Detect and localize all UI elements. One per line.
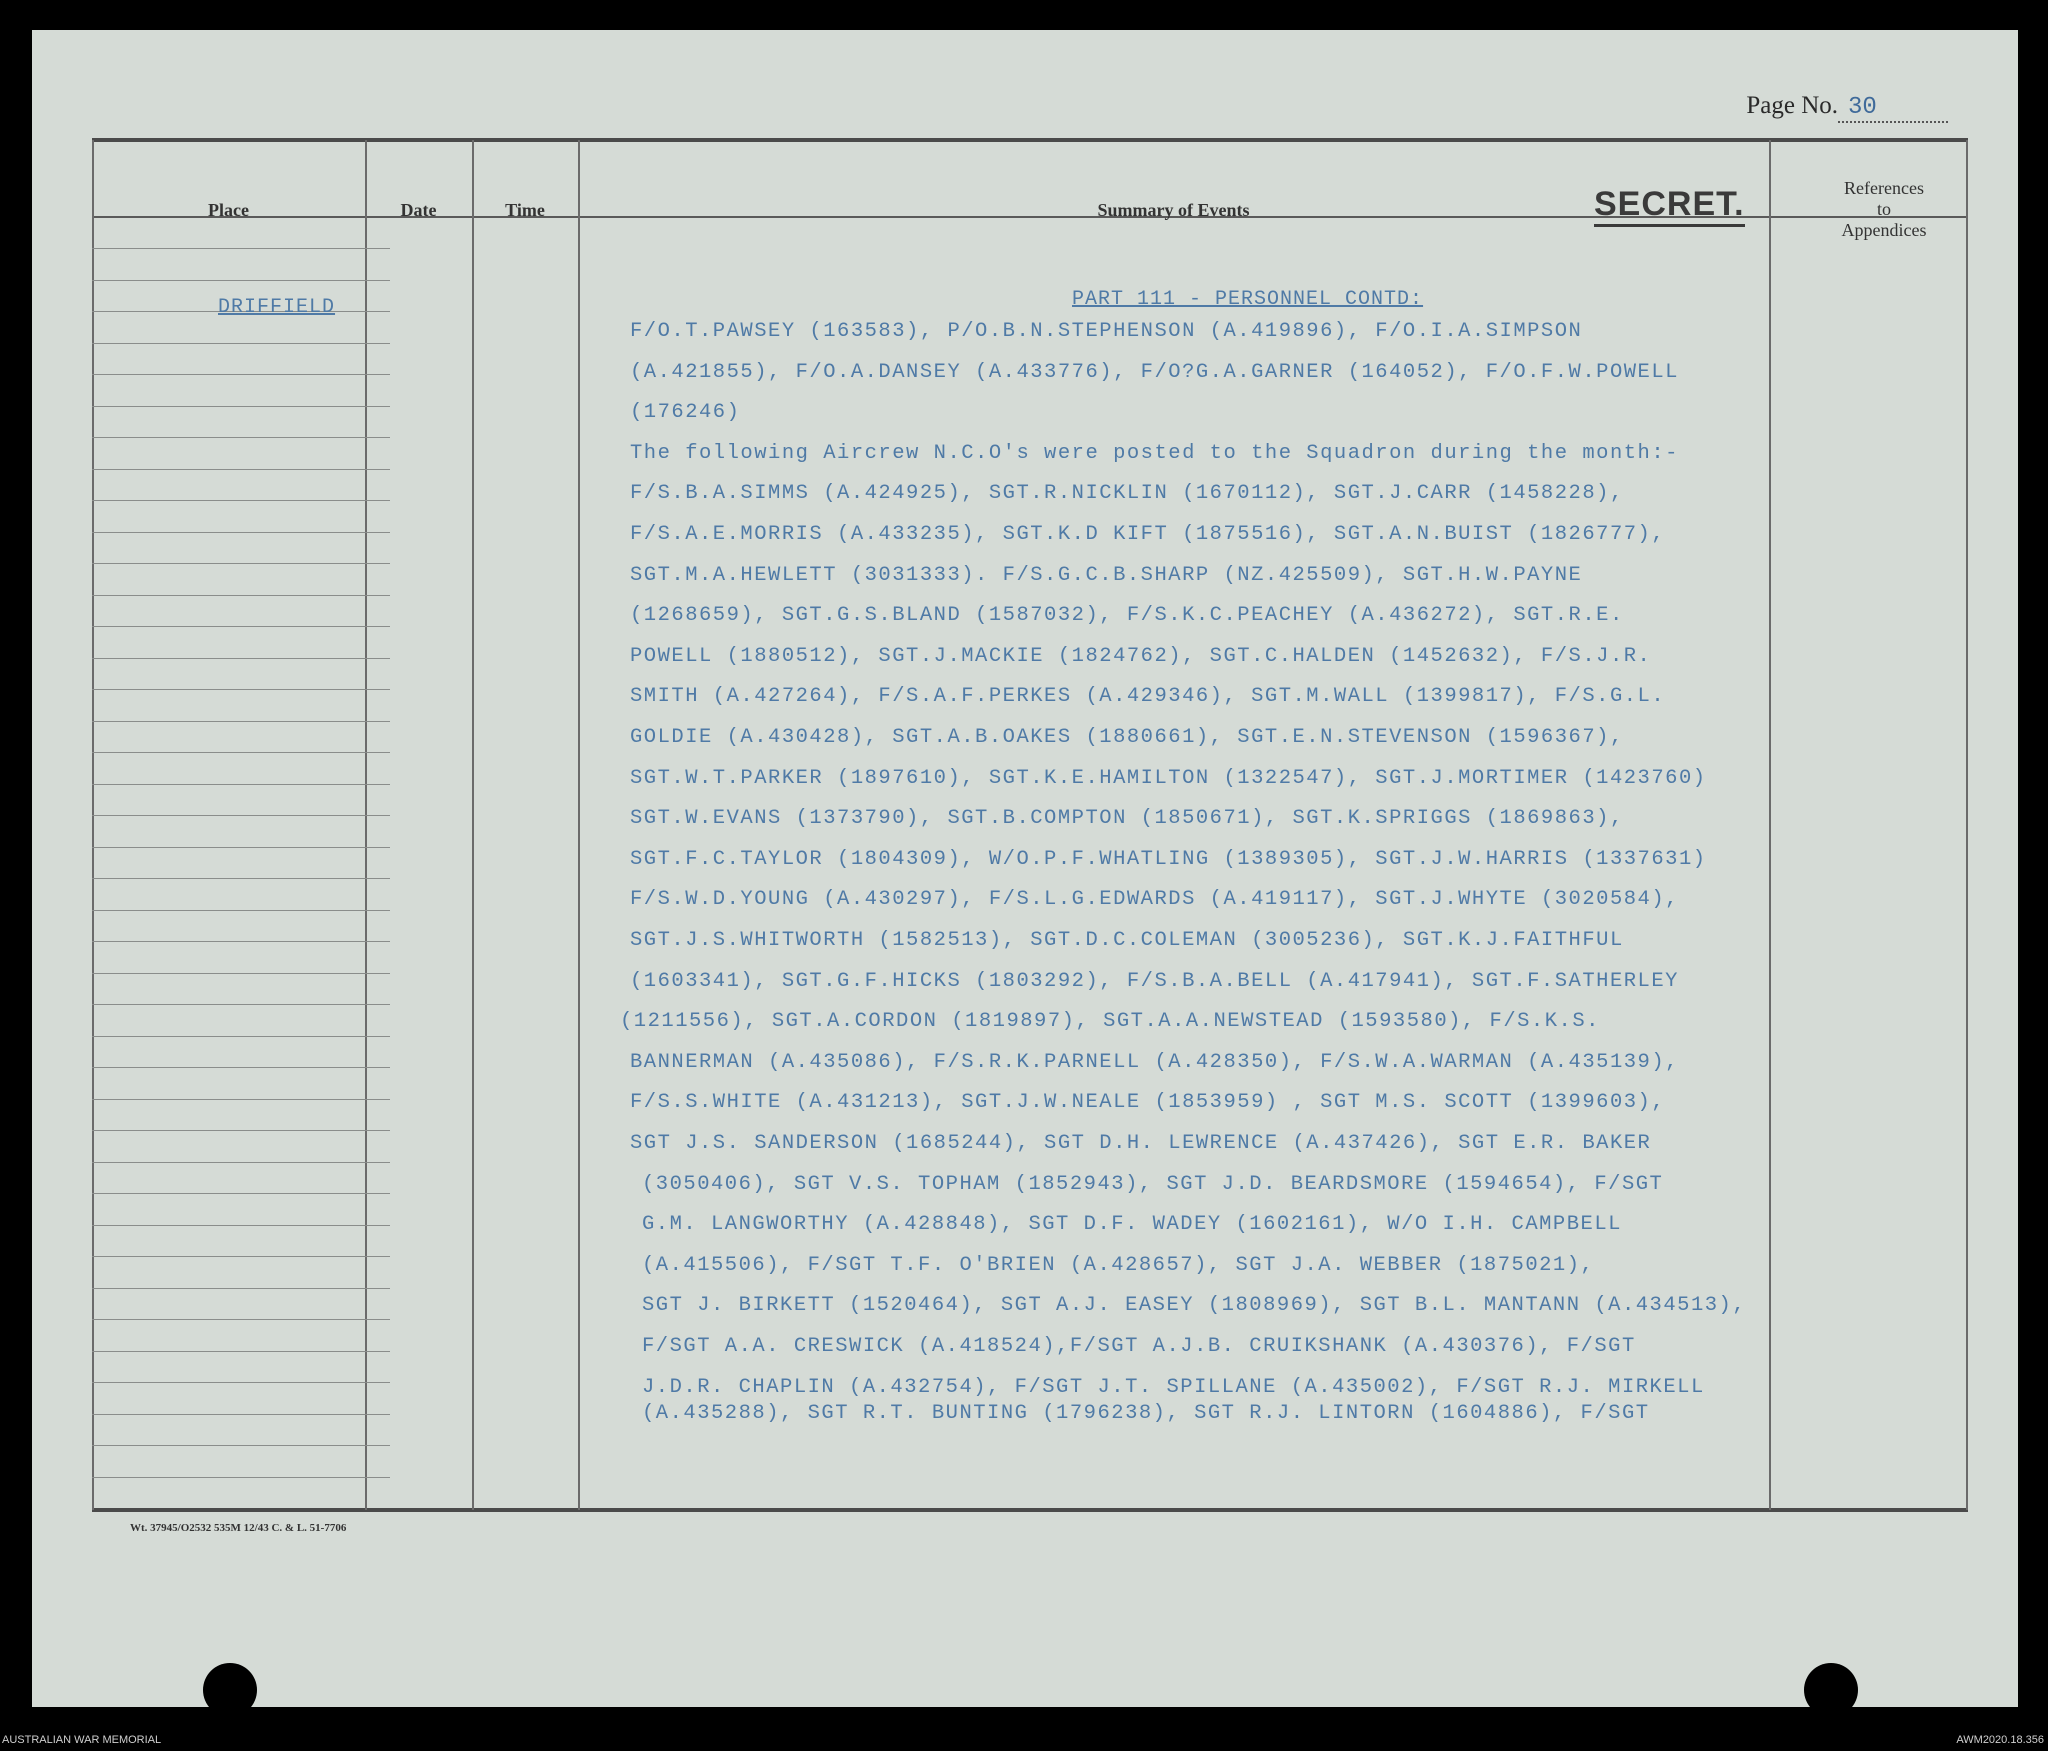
column-header-summary: Summary of Events: [1097, 200, 1250, 220]
summary-line: F/SGT A.A. CRESWICK (A.418524),F/SGT A.J.B. CRUIKSHANK (A.430376), F/SGT: [642, 1335, 1636, 1358]
column-header-place: Place: [208, 200, 249, 220]
place-column-rule: [92, 878, 390, 879]
summary-line: J.D.R. CHAPLIN (A.432754), F/SGT J.T. SPILLANE (A.435002), F/SGT R.J. MIRKELL: [642, 1375, 1705, 1399]
page-number-label: Page No.: [1746, 92, 1838, 119]
summary-line: (3050406), SGT V.S. TOPHAM (1852943), SGT J.D. BEARDSMORE (1594654), F/SGT: [642, 1172, 1664, 1196]
place-column-rule: [92, 1004, 390, 1005]
column-header-date: Date: [400, 200, 437, 220]
column-divider-place-date: [365, 140, 367, 1510]
place-column-rule: [92, 1099, 390, 1100]
refs-line-1: References: [1844, 178, 1924, 198]
secret-stamp: SECRET.: [1594, 185, 1745, 227]
summary-line: SGT.F.C.TAYLOR (1804309), W/O.P.F.WHATLING (1389305), SGT.J.W.HARRIS (1337631): [630, 847, 1707, 871]
summary-line: BANNERMAN (A.435086), F/S.R.K.PARNELL (A.428350), F/S.W.A.WARMAN (A.435139),: [630, 1050, 1679, 1074]
place-entry: DRIFFIELD: [218, 296, 336, 319]
place-column-rule: [92, 847, 390, 848]
place-column-rule: [92, 941, 390, 942]
summary-line: (1603341), SGT.G.F.HICKS (1803292), F/S.B.A.BELL (A.417941), SGT.F.SATHERLEY: [630, 969, 1679, 993]
place-column-rule: [92, 1036, 390, 1037]
summary-line: (176246): [630, 401, 741, 425]
place-column-rule: [92, 500, 390, 501]
summary-line: G.M. LANGWORTHY (A.428848), SGT D.F. WADEY (1602161), W/O I.H. CAMPBELL: [642, 1213, 1622, 1237]
column-header-time: Time: [505, 200, 545, 220]
summary-line: F/O.T.PAWSEY (163583), P/O.B.N.STEPHENSON (A.419896), F/O.I.A.SIMPSON: [630, 320, 1583, 343]
column-divider-summary-refs: [1769, 140, 1771, 1510]
place-column-rule: [92, 406, 390, 407]
page-number-value: 30: [1838, 94, 1948, 123]
place-column-rule: [92, 689, 390, 690]
place-column-rule: [92, 815, 390, 816]
place-column-rule: [92, 1445, 390, 1446]
page-number: [1746, 92, 1948, 123]
column-header-references: [1800, 178, 1968, 241]
place-column-rule: [92, 721, 390, 722]
summary-line: SGT.J.S.WHITWORTH (1582513), SGT.D.C.COLEMAN (3005236), SGT.K.J.FAITHFUL: [630, 929, 1624, 952]
form-print-code: Wt. 37945/O2532 535M 12/43 C. & L. 51-7706: [130, 1522, 347, 1534]
refs-line-2: to: [1876, 199, 1891, 219]
place-column-rule: [92, 752, 390, 753]
summary-line: (A.435288), SGT R.T. BUNTING (1796238), SGT R.J. LINTORN (1604886), F/SGT: [642, 1402, 1650, 1426]
summary-line: F/S.S.WHITE (A.431213), SGT.J.W.NEALE (1853959) , SGT M.S. SCOTT (1399603),: [630, 1091, 1666, 1115]
binder-clip-right: [1823, 1688, 1839, 1728]
place-column-rule: [92, 248, 390, 249]
summary-line: SGT J. BIRKETT (1520464), SGT A.J. EASEY (1808969), SGT B.L. MANTANN (A.434513),: [642, 1294, 1747, 1318]
summary-line: SMITH (A.427264), F/S.A.F.PERKES (A.429346), SGT.M.WALL (1399817), F/S.G.L.: [630, 685, 1666, 709]
summary-line: SGT.W.T.PARKER (1897610), SGT.K.E.HAMILTON (1322547), SGT.J.MORTIMER (1423760): [630, 766, 1707, 790]
place-column-rule: [92, 1130, 390, 1131]
place-column-rule: [92, 973, 390, 974]
summary-line: POWELL (1880512), SGT.J.MACKIE (1824762), SGT.C.HALDEN (1452632), F/S.J.R.: [630, 644, 1652, 668]
column-divider-time-summary: [578, 140, 580, 1510]
part-title: PART 111 - PERSONNEL CONTD:: [1072, 288, 1424, 311]
place-column-rule: [92, 1477, 390, 1478]
summary-line: F/S.W.D.YOUNG (A.430297), F/S.L.G.EDWARDS (A.419117), SGT.J.WHYTE (3020584),: [630, 888, 1679, 912]
place-column-rule: [92, 595, 390, 596]
place-column-rule: [92, 1162, 390, 1163]
summary-line: GOLDIE (A.430428), SGT.A.B.OAKES (1880661), SGT.E.N.STEVENSON (1596367),: [630, 726, 1624, 749]
binder-clip-left: [222, 1688, 238, 1728]
summary-line: SGT.M.A.HEWLETT (3031333). F/S.G.C.B.SHARP (NZ.425509), SGT.H.W.PAYNE: [630, 563, 1583, 587]
header-top-rule: [92, 138, 1968, 142]
place-column-rule: [92, 437, 390, 438]
place-column-rule: [92, 1256, 390, 1257]
place-column-rule: [92, 626, 390, 627]
summary-line: (A.421855), F/O.A.DANSEY (A.433776), F/O?G.A.GARNER (164052), F/O.F.W.POWELL: [630, 360, 1679, 384]
place-column-rule: [92, 784, 390, 785]
summary-line: SGT.W.EVANS (1373790), SGT.B.COMPTON (1850671), SGT.K.SPRIGGS (1869863),: [630, 807, 1624, 831]
place-column-rule: [92, 343, 390, 344]
place-column-rule: [92, 280, 390, 281]
place-column-rule: [92, 374, 390, 375]
summary-line: F/S.A.E.MORRIS (A.433235), SGT.K.D KIFT (1875516), SGT.A.N.BUIST (1826777),: [630, 523, 1666, 546]
place-column-rule: [92, 1193, 390, 1194]
operations-record-sheet: [32, 30, 2018, 1707]
column-divider-right: [1966, 140, 1968, 1510]
place-column-rule: [92, 532, 390, 533]
place-column-rule: [92, 1319, 390, 1320]
summary-line: (A.415506), F/SGT T.F. O'BRIEN (A.428657), SGT J.A. WEBBER (1875021),: [642, 1253, 1595, 1277]
place-column-rule: [92, 563, 390, 564]
summary-line: The following Aircrew N.C.O's were posted to the Squadron during the month:-: [630, 441, 1679, 465]
place-column-rule: [92, 1351, 390, 1352]
place-column-rule: [92, 658, 390, 659]
column-divider-date-time: [472, 140, 474, 1510]
refs-line-3: Appendices: [1841, 220, 1927, 240]
caption-accession: AWM2020.18.356: [1956, 1734, 2044, 1746]
place-column-rule: [92, 1414, 390, 1415]
summary-line: F/S.B.A.SIMMS (A.424925), SGT.R.NICKLIN (1670112), SGT.J.CARR (1458228),: [630, 482, 1624, 506]
place-column-rule: [92, 469, 390, 470]
place-column-rule: [92, 1225, 390, 1226]
place-column-rule: [92, 1382, 390, 1383]
table-bottom-rule: [92, 1508, 1968, 1512]
summary-line: SGT J.S. SANDERSON (1685244), SGT D.H. LEWRENCE (A.437426), SGT E.R. BAKER: [630, 1132, 1652, 1155]
column-divider-left: [92, 140, 94, 1510]
summary-line: (1211556), SGT.A.CORDON (1819897), SGT.A.A.NEWSTEAD (1593580), F/S.K.S.: [620, 1010, 1600, 1034]
place-column-rule: [92, 1067, 390, 1068]
place-column-rule: [92, 1288, 390, 1289]
place-column-rule: [92, 910, 390, 911]
caption-source: AUSTRALIAN WAR MEMORIAL: [2, 1734, 162, 1746]
summary-line: (1268659), SGT.G.S.BLAND (1587032), F/S.K.C.PEACHEY (A.436272), SGT.R.E.: [630, 604, 1624, 628]
